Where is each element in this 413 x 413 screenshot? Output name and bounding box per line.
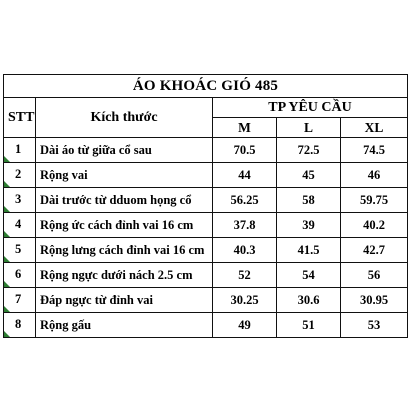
value-xl: 53 (341, 313, 408, 338)
requirement-header: TP YÊU CẦU (213, 98, 408, 118)
table-row (4, 288, 408, 313)
row-number: 1 (15, 142, 22, 156)
table-row (4, 163, 408, 188)
value-m: 30.25 (213, 288, 277, 313)
corner-marker-icon (4, 231, 10, 237)
header-row-1 (4, 98, 408, 118)
title-row (4, 75, 408, 98)
row-number: 4 (15, 217, 22, 231)
row-number-cell (4, 263, 36, 288)
corner-marker-icon (4, 206, 10, 212)
table-row (4, 138, 408, 163)
row-number-cell (4, 188, 36, 213)
value-m: 52 (213, 263, 277, 288)
corner-marker-icon (4, 256, 10, 262)
table-row (4, 188, 408, 213)
row-number-cell (4, 213, 36, 238)
row-number-cell (4, 288, 36, 313)
value-xl: 42.7 (341, 238, 408, 263)
value-xl: 40.2 (341, 213, 408, 238)
value-l: 41.5 (277, 238, 341, 263)
table-row (4, 313, 408, 338)
value-l: 45 (277, 163, 341, 188)
row-number-cell (4, 138, 36, 163)
size-header: Kích thước (36, 98, 213, 138)
row-number-cell (4, 238, 36, 263)
size-l-header: L (277, 118, 341, 138)
row-number: 8 (15, 317, 22, 331)
table-row (4, 213, 408, 238)
value-xl: 46 (341, 163, 408, 188)
measurement-label: Rộng vai (36, 163, 213, 188)
table-title: ÁO KHOÁC GIÓ 485 (4, 75, 408, 98)
measurement-label: Dài áo từ giữa cổ sau (36, 138, 213, 163)
measurement-label: Rộng lưng cách đỉnh vai 16 cm (36, 238, 213, 263)
corner-marker-icon (4, 156, 10, 162)
size-xl-header: XL (341, 118, 408, 138)
value-m: 70.5 (213, 138, 277, 163)
measurement-label: Dài trước từ dduom họng cổ (36, 188, 213, 213)
row-number-cell (4, 163, 36, 188)
corner-marker-icon (4, 181, 10, 187)
measurement-label: Rộng ngực dưới nách 2.5 cm (36, 263, 213, 288)
row-number-cell (4, 313, 36, 338)
table-body (4, 138, 408, 338)
size-m-header: M (213, 118, 277, 138)
corner-marker-icon (4, 281, 10, 287)
row-number: 7 (15, 292, 22, 306)
value-l: 58 (277, 188, 341, 213)
measurement-label: Đáp ngực từ đỉnh vai (36, 288, 213, 313)
row-number: 2 (15, 167, 22, 181)
value-m: 44 (213, 163, 277, 188)
value-m: 40.3 (213, 238, 277, 263)
corner-marker-icon (4, 306, 10, 312)
row-number: 5 (15, 242, 22, 256)
measurement-label: Rộng ức cách đỉnh vai 16 cm (36, 213, 213, 238)
value-xl: 74.5 (341, 138, 408, 163)
corner-marker-icon (4, 331, 10, 337)
value-l: 30.6 (277, 288, 341, 313)
value-l: 72.5 (277, 138, 341, 163)
value-m: 37.8 (213, 213, 277, 238)
value-m: 56.25 (213, 188, 277, 213)
value-l: 54 (277, 263, 341, 288)
stt-header: STT (4, 98, 36, 138)
row-number: 6 (15, 267, 22, 281)
value-l: 51 (277, 313, 341, 338)
value-xl: 30.95 (341, 288, 408, 313)
value-m: 49 (213, 313, 277, 338)
table-row (4, 238, 408, 263)
value-xl: 56 (341, 263, 408, 288)
measurement-label: Rộng gấu (36, 313, 213, 338)
row-number: 3 (15, 192, 22, 206)
spec-table (3, 74, 408, 338)
table-row (4, 263, 408, 288)
value-l: 39 (277, 213, 341, 238)
value-xl: 59.75 (341, 188, 408, 213)
